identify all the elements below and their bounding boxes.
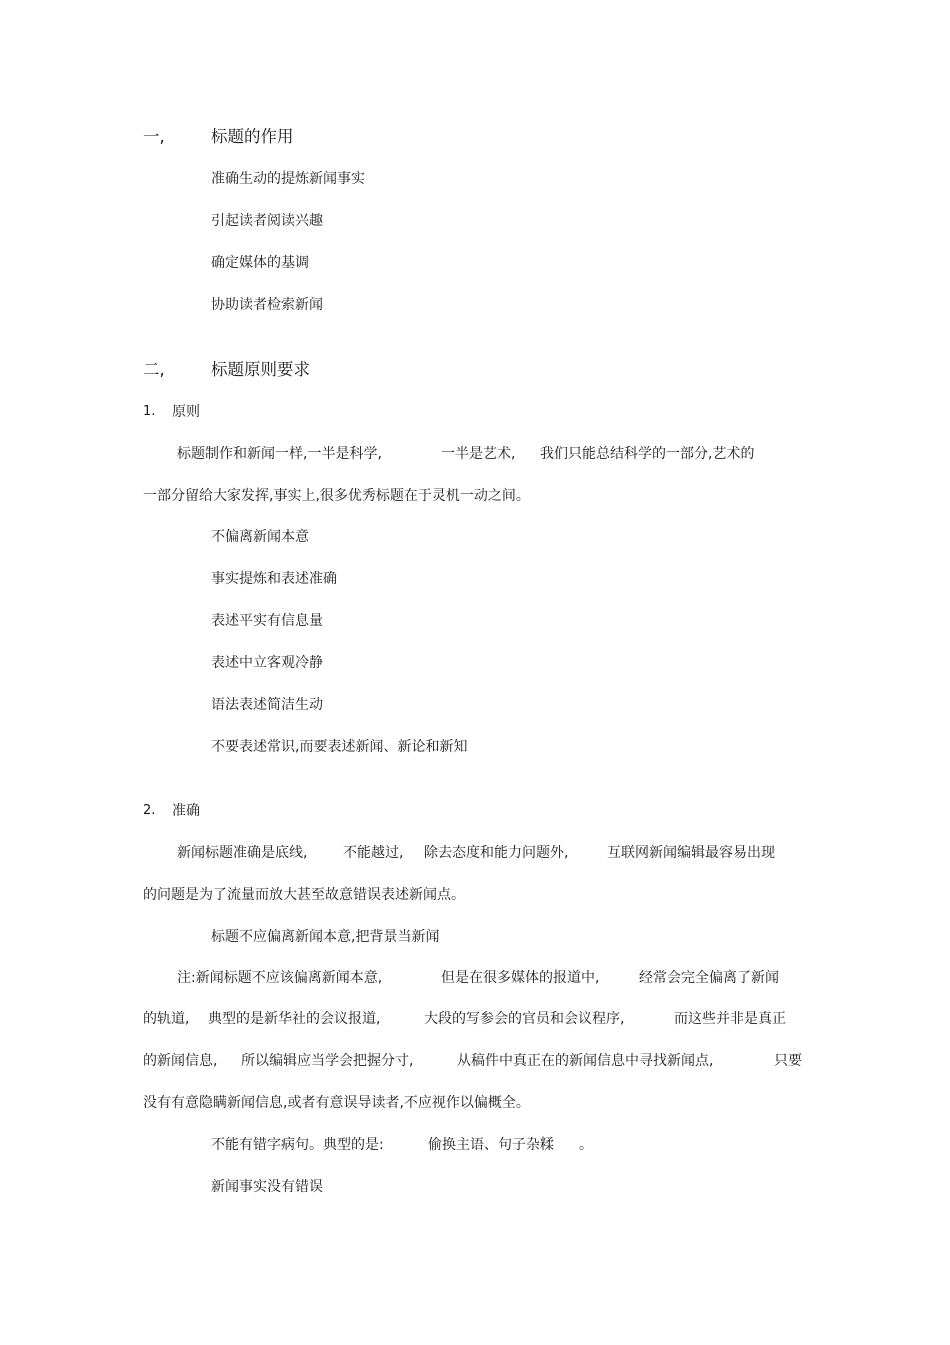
subsection-1-title: 原则 <box>172 404 200 420</box>
section-1-number: 一, <box>143 127 165 146</box>
text-segment: 经常会完全偏离了新闻 <box>639 970 779 986</box>
section-2-number: 二, <box>143 360 165 379</box>
note-line <box>0 968 950 988</box>
section-2-title: 标题原则要求 <box>211 360 310 379</box>
section-1-title: 标题的作用 <box>211 127 294 146</box>
text-segment: 的轨道, <box>143 1011 190 1027</box>
text-segment: 从稿件中真正在的新闻信息中寻找新闻点, <box>457 1053 714 1069</box>
accuracy-item <box>0 1135 950 1155</box>
text-segment: 标题制作和新闻一样,一半是科学, <box>177 446 382 462</box>
subsection-1-number: 1. <box>143 404 156 419</box>
note-line: 没有有意隐瞒新闻信息,或者有意误导读者,不应视作以偏概全。 <box>143 1095 530 1111</box>
text-segment: 除去态度和能力问题外, <box>424 845 569 861</box>
text-segment: 一半是艺术, <box>441 446 516 462</box>
accuracy-item: 新闻事实没有错误 <box>211 1179 323 1195</box>
text-segment: 新闻标题准确是底线, <box>177 845 308 861</box>
section-1-item: 确定媒体的基调 <box>211 255 309 271</box>
text-segment: 偷换主语、句子杂糅 <box>428 1137 554 1153</box>
principle-item: 不偏离新闻本意 <box>211 529 309 545</box>
principle-item: 事实提炼和表述准确 <box>211 571 337 587</box>
principle-item: 表述平实有信息量 <box>211 613 323 629</box>
section-1-item: 协助读者检索新闻 <box>211 297 323 313</box>
note-line <box>0 1009 950 1029</box>
text-segment: 的新闻信息, <box>143 1053 218 1069</box>
text-segment: 只要 <box>774 1053 802 1069</box>
principle-item: 不要表述常识,而要表述新闻、新论和新知 <box>211 739 468 755</box>
paragraph-line <box>0 843 950 863</box>
principle-item: 表述中立客观冷静 <box>211 655 323 671</box>
text-segment: 我们只能总结科学的一部分,艺术的 <box>540 446 755 462</box>
accuracy-item: 标题不应偏离新闻本意,把背景当新闻 <box>211 929 440 945</box>
subsection-2-title: 准确 <box>172 803 200 819</box>
text-segment: 而这些并非是真正 <box>674 1011 786 1027</box>
text-segment: 注:新闻标题不应该偏离新闻本意, <box>177 970 383 986</box>
text-segment: 不能有错字病句。典型的是: <box>211 1137 384 1153</box>
section-1-item: 准确生动的提炼新闻事实 <box>211 171 365 187</box>
text-segment: 但是在很多媒体的报道中, <box>441 970 600 986</box>
text-segment: 互联网新闻编辑最容易出现 <box>607 845 775 861</box>
text-segment: 所以编辑应当学会把握分寸, <box>241 1053 414 1069</box>
subsection-2-number: 2. <box>143 803 156 818</box>
principle-item: 语法表述简洁生动 <box>211 697 323 713</box>
text-segment: 典型的是新华社的会议报道, <box>208 1011 381 1027</box>
section-1-item: 引起读者阅读兴趣 <box>211 213 323 229</box>
paragraph-line: 一部分留给大家发挥,事实上,很多优秀标题在于灵机一动之间。 <box>143 488 530 504</box>
text-segment: 不能越过, <box>343 845 404 861</box>
text-segment: 大段的写参会的官员和会议程序, <box>424 1011 625 1027</box>
paragraph-line: 的问题是为了流量而放大甚至故意错误表述新闻点。 <box>143 887 465 903</box>
note-line <box>0 1051 950 1071</box>
paragraph-line <box>0 444 950 464</box>
text-segment: 。 <box>579 1137 593 1153</box>
